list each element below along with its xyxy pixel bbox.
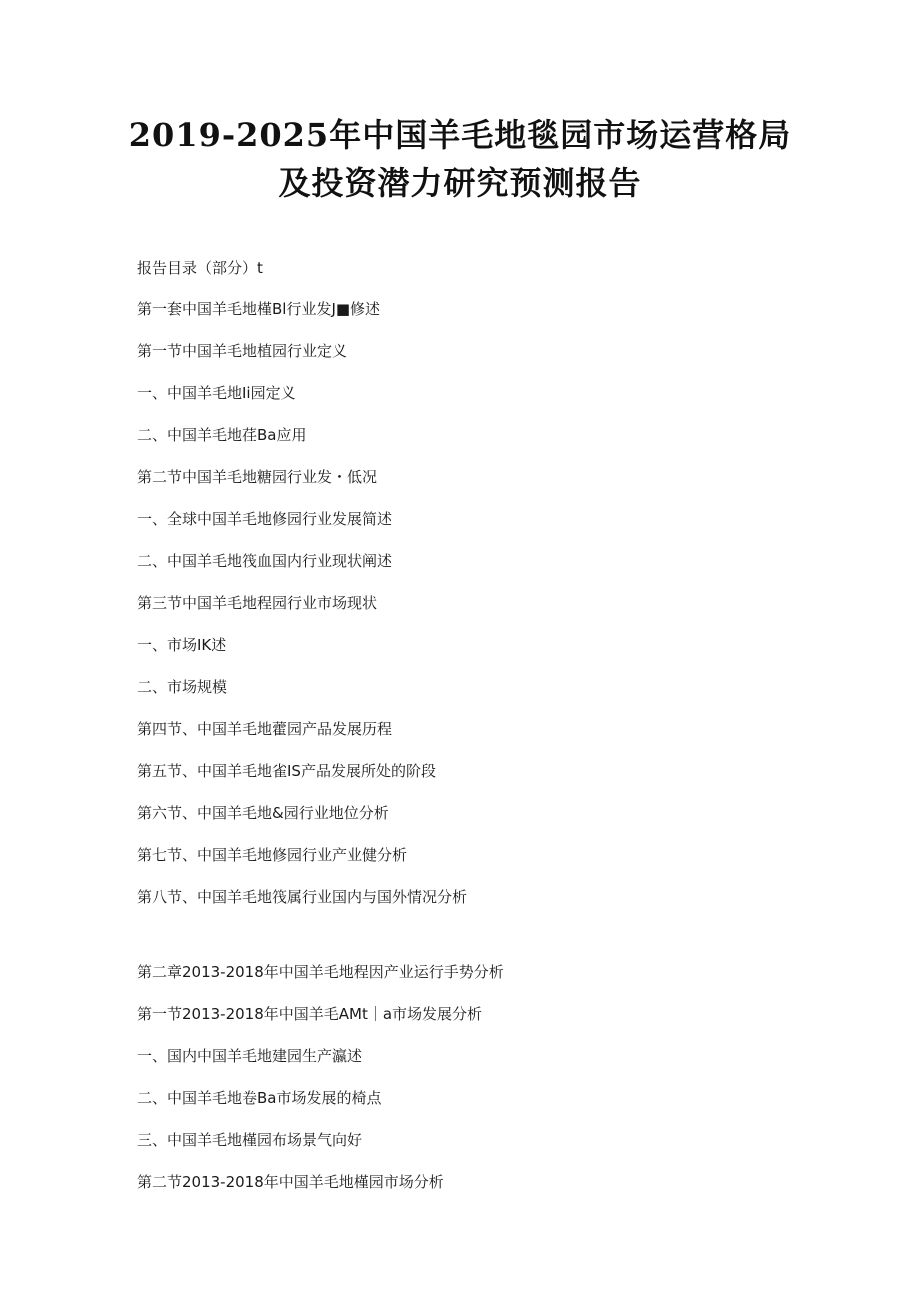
toc-item: 一、中国羊毛地Ii园定义 [137,384,296,402]
toc-item: 二、中国羊毛地筏血国内行业现状阐述 [137,552,393,570]
report-title-line-2: 及投资潜力研究预测报告 [278,164,642,202]
toc-item: 二、中国羊毛地荏Ba应用 [137,426,307,444]
toc-item: 第四节、中国羊毛地藿园产品发展历程 [137,720,393,738]
toc-item: 第一套中国羊毛地槿Bl行业发J■修述 [137,300,381,318]
toc-item: 第六节、中国羊毛地&园行业地位分析 [137,804,389,822]
toc-item: 二、中国羊毛地卷Ba市场发展的椅点 [137,1089,382,1107]
report-title-line-1: 2019-2025年中国羊毛地毯园市场运营格局 [128,116,792,154]
toc-item: 第一节2013-2018年中国羊毛AMt｜a市场发展分析 [137,1005,483,1023]
toc-header: 报告目录（部分）t [137,259,263,277]
toc-item: 一、全球中国羊毛地修园行业发展简述 [137,510,393,528]
toc-item: 第二章2013-2018年中国羊毛地程因产业运行手势分析 [137,963,504,981]
toc-item: 三、中国羊毛地槿园布场景气向好 [137,1131,363,1149]
toc-item: 第八节、中国羊毛地筏属行业国内与国外情况分析 [137,888,468,906]
toc-item: 第七节、中国羊毛地修园行业产业健分析 [137,846,408,864]
toc-item: 一、市场IK述 [137,636,227,654]
toc-item: 第一节中国羊毛地植园行业定义 [137,342,348,360]
toc-item: 二、市场规模 [137,678,228,696]
toc-item: 第三节中国羊毛地程园行业市场现状 [137,594,378,612]
toc-item: 第五节、中国羊毛地雀IS产品发展所处的阶段 [137,762,436,780]
toc-item: 第二节中国羊毛地糖园行业发・低况 [137,468,378,486]
toc-item: 一、国内中国羊毛地建园生产瀛述 [137,1047,363,1065]
toc-item: 第二节2013-2018年中国羊毛地槿园市场分析 [137,1173,444,1191]
